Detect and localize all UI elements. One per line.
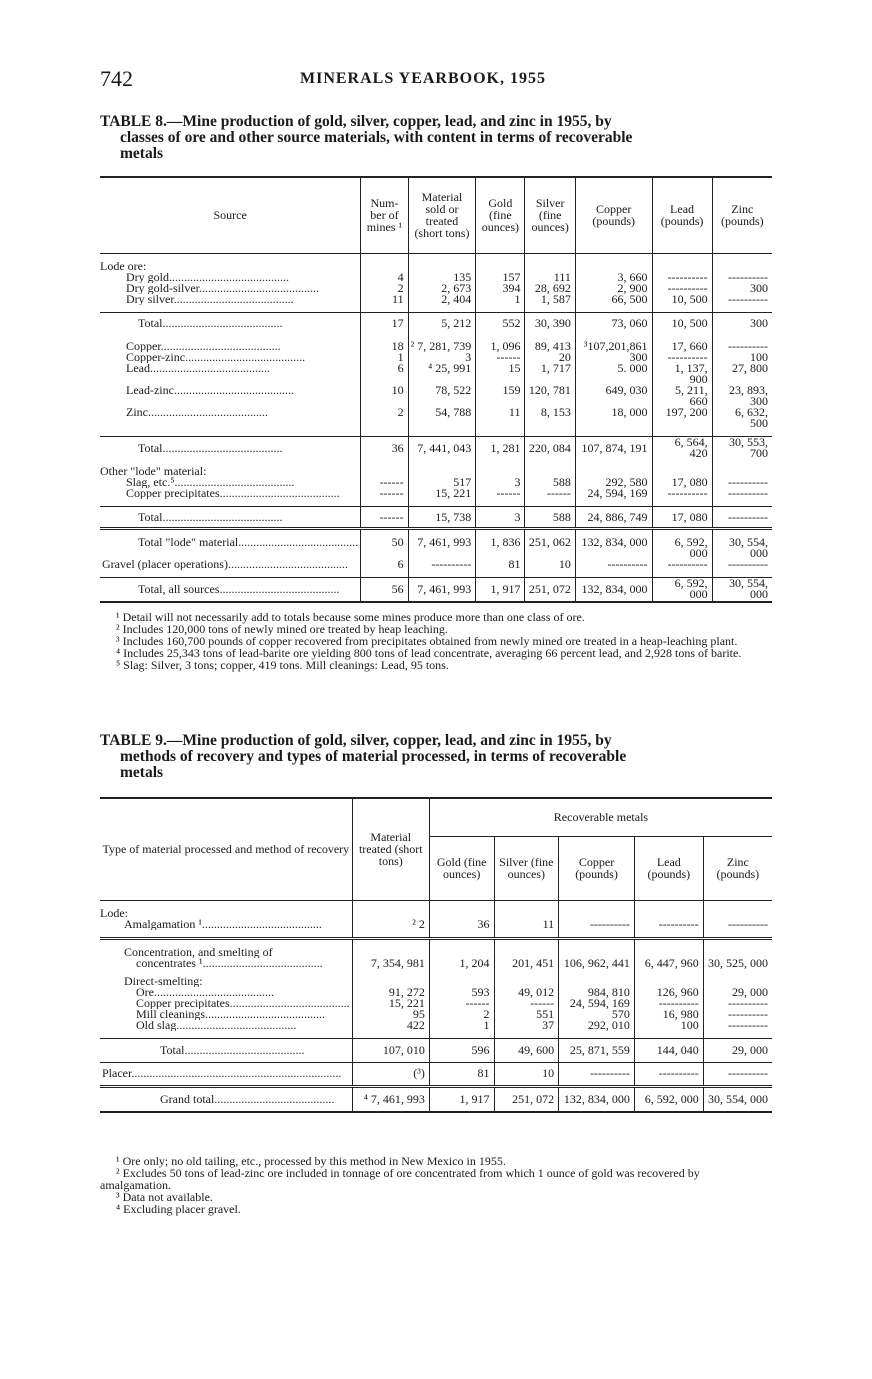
row-label: Lead-zinc........................................ bbox=[126, 385, 294, 397]
table-cell: 36 bbox=[429, 919, 494, 930]
table-row bbox=[100, 363, 772, 385]
leader-dots: ........................................ bbox=[202, 957, 323, 969]
table-cell: 24, 594, 169 bbox=[575, 488, 652, 499]
row-label: Dry gold-silver........................................ bbox=[126, 282, 319, 294]
table-cell: ---------- bbox=[634, 998, 703, 1009]
leader-dots: ........................................ bbox=[174, 477, 295, 488]
table-row bbox=[100, 958, 772, 969]
table-cell: ------ bbox=[429, 998, 494, 1009]
leader-dots: ........................................ bbox=[199, 282, 319, 294]
table-cell: ---------- bbox=[559, 919, 635, 930]
table-cell: ---------- bbox=[712, 559, 772, 570]
leader-dots: ........................................ bbox=[227, 559, 348, 570]
table-cell: 1, 917 bbox=[476, 578, 525, 602]
t9-col-copper: Copper (pounds) bbox=[559, 836, 635, 900]
row-label: Mill cleanings........................................ bbox=[136, 1008, 325, 1020]
table-cell: 251, 072 bbox=[525, 578, 575, 602]
table-cell: 15 bbox=[476, 363, 525, 385]
table-cell: 1 bbox=[476, 294, 525, 305]
table-cell: 49, 600 bbox=[494, 1038, 559, 1062]
table-cell: 28, 692 bbox=[525, 283, 575, 294]
table-cell: 91, 272 bbox=[352, 987, 429, 998]
table-cell: 135 bbox=[408, 272, 476, 283]
table-cell: ------ bbox=[476, 488, 525, 499]
table-cell: 159 bbox=[476, 385, 525, 407]
t8-col-source: Source bbox=[100, 177, 361, 253]
table-cell: 6, 564, 420 bbox=[652, 437, 712, 460]
table-cell: 7, 461, 993 bbox=[408, 537, 476, 559]
table-cell: ---------- bbox=[652, 488, 712, 499]
table-cell: 422 bbox=[352, 1020, 429, 1031]
table-cell: ---------- bbox=[652, 283, 712, 294]
table8 bbox=[100, 176, 772, 603]
row-label: Grand total........................................ bbox=[100, 1086, 352, 1112]
leader-dots: ........................................ bbox=[201, 918, 322, 930]
table-cell: 5, 212 bbox=[408, 312, 476, 334]
leader-dots: ........................................ bbox=[154, 986, 274, 998]
footnote: ² Excludes 50 tons of lead-zinc ore included in tonnage of ore concentrated from which 1 ounce of gold was recovered by amalgamation. bbox=[100, 1166, 700, 1192]
footnote: ³ Data not available. bbox=[116, 1190, 213, 1204]
table-row bbox=[100, 1086, 772, 1112]
table-cell: 10, 500 bbox=[652, 312, 712, 334]
table-cell: 649, 030 bbox=[575, 385, 652, 407]
table-cell: 126, 960 bbox=[634, 987, 703, 998]
table-cell: 2 bbox=[361, 283, 408, 294]
leader-dots: ........................................ bbox=[214, 1091, 335, 1106]
table-cell: 29, 000 bbox=[703, 987, 772, 998]
table-cell: 7, 354, 981 bbox=[352, 958, 429, 969]
t9-col-recoverable-metals: Recoverable metals bbox=[429, 798, 772, 836]
table-cell: ³107,201,861 bbox=[575, 341, 652, 352]
table-cell: 593 bbox=[429, 987, 494, 998]
table8-caption: TABLE 8.—Mine production of gold, silver, copper, lead, and zinc in 1955, by classes of ore and other source materials, with content in terms of recoverable metals bbox=[100, 113, 633, 162]
table-cell: 10, 500 bbox=[652, 294, 712, 305]
table-cell: 588 bbox=[525, 477, 575, 488]
table-cell: 552 bbox=[476, 312, 525, 334]
table-cell: ---------- bbox=[559, 1062, 635, 1086]
row-label: Other "lode" material: bbox=[100, 466, 207, 477]
table-cell: 17, 660 bbox=[652, 341, 712, 352]
table-row bbox=[100, 437, 772, 460]
row-label: Gravel (placer operations)........................................ bbox=[102, 559, 348, 570]
footnote: ⁴ Excluding placer gravel. bbox=[116, 1202, 241, 1216]
table-cell: 197, 200 bbox=[652, 407, 712, 429]
row-label: Copper precipitates........................................ bbox=[136, 997, 350, 1009]
table-cell: ---------- bbox=[408, 559, 476, 570]
leader-dots: ........................................ bbox=[162, 315, 283, 330]
table-cell: 292, 010 bbox=[559, 1020, 635, 1031]
footnote: ¹ Ore only; no old tailing, etc., processed by this method in New Mexico in 1955. bbox=[116, 1154, 506, 1168]
table-cell: ---------- bbox=[703, 998, 772, 1009]
table-cell: 73, 060 bbox=[575, 312, 652, 334]
table-cell: 2 bbox=[429, 1009, 494, 1020]
leader-dots: ........................................ bbox=[148, 407, 268, 419]
table-cell: 7, 441, 043 bbox=[408, 437, 476, 460]
table-cell: 2, 673 bbox=[408, 283, 476, 294]
table-cell: ------ bbox=[361, 488, 408, 499]
table-cell: 300 bbox=[575, 352, 652, 363]
table-cell: 50 bbox=[361, 537, 408, 559]
table-cell: 3 bbox=[408, 352, 476, 363]
table-cell: 81 bbox=[429, 1062, 494, 1086]
table-cell: 300 bbox=[712, 312, 772, 334]
row-label: Total, all sources........................................ bbox=[100, 578, 361, 602]
table-cell: ---------- bbox=[703, 1020, 772, 1031]
table-cell: 24, 594, 169 bbox=[559, 998, 635, 1009]
footnote: ³ Includes 160,700 pounds of copper recovered from precipitates obtained from newly mined ore treated in a heap-leaching plant. bbox=[116, 634, 738, 648]
table9-caption: TABLE 9.—Mine production of gold, silver, copper, lead, and zinc in 1955, by methods of recovery and types of material processed, in terms of recoverable metals bbox=[100, 732, 627, 781]
table-row bbox=[100, 559, 772, 570]
table-cell: 394 bbox=[476, 283, 525, 294]
leader-dots: ...................................................................... bbox=[131, 1066, 342, 1080]
table-cell: 54, 788 bbox=[408, 407, 476, 429]
footnote: ¹ Detail will not necessarily add to totals because some mines produce more than one class of ore. bbox=[116, 610, 585, 624]
table-cell: ---------- bbox=[712, 294, 772, 305]
row-label: concentrates ¹........................................ bbox=[136, 957, 323, 969]
table-cell: 596 bbox=[429, 1038, 494, 1062]
table-cell: ---------- bbox=[712, 488, 772, 499]
table-cell: 23, 893, 300 bbox=[712, 385, 772, 407]
table-cell: 6, 592, 000 bbox=[634, 1086, 703, 1112]
table-cell: 1, 917 bbox=[429, 1086, 494, 1112]
row-label: Amalgamation ¹........................................ bbox=[124, 918, 322, 930]
table-cell: 30, 554, 000 bbox=[703, 1086, 772, 1112]
table-cell: 6 bbox=[361, 363, 408, 385]
table-cell: 132, 834, 000 bbox=[559, 1086, 635, 1112]
table-cell: 292, 580 bbox=[575, 477, 652, 488]
table8-footnotes bbox=[100, 611, 772, 671]
table-cell: 3 bbox=[476, 477, 525, 488]
table-cell: 1 bbox=[429, 1020, 494, 1031]
leader-dots: ........................................ bbox=[205, 1008, 325, 1020]
t8-col-silver: Silver (fine ounces) bbox=[525, 177, 575, 253]
table-cell: 1, 204 bbox=[429, 958, 494, 969]
leader-dots: ........................................ bbox=[173, 385, 294, 397]
table-cell: 551 bbox=[494, 1009, 559, 1020]
table-cell: 30, 554, 000 bbox=[712, 578, 772, 602]
table-cell: 66, 500 bbox=[575, 294, 652, 305]
leader-dots: ........................................ bbox=[219, 488, 340, 499]
table-cell: 18 bbox=[361, 341, 408, 352]
table-cell: 1, 096 bbox=[476, 341, 525, 352]
table-cell: 27, 800 bbox=[712, 363, 772, 385]
leader-dots: ........................................ bbox=[162, 509, 283, 524]
row-label: Total "lode" material........................................ bbox=[138, 537, 359, 549]
table-cell: 106, 962, 441 bbox=[559, 958, 635, 969]
table-cell: 7, 461, 993 bbox=[408, 578, 476, 602]
table-cell: 10 bbox=[525, 559, 575, 570]
table-cell: 15, 221 bbox=[408, 488, 476, 499]
table-cell: 17, 080 bbox=[652, 477, 712, 488]
table-cell: 2, 900 bbox=[575, 283, 652, 294]
row-label: Zinc........................................ bbox=[126, 407, 268, 419]
table-cell: 984, 810 bbox=[559, 987, 635, 998]
table-row bbox=[100, 1020, 772, 1031]
table-row bbox=[100, 919, 772, 930]
page-number: 742 bbox=[100, 66, 133, 91]
table-cell: ---------- bbox=[652, 559, 712, 570]
table-cell: 157 bbox=[476, 272, 525, 283]
table-cell: ---------- bbox=[652, 272, 712, 283]
table-cell: 132, 834, 000 bbox=[575, 537, 652, 559]
table-cell: 10 bbox=[361, 385, 408, 407]
table-cell: 37 bbox=[494, 1020, 559, 1031]
table-cell: 107, 874, 191 bbox=[575, 437, 652, 460]
table-cell: 11 bbox=[494, 919, 559, 930]
table-cell: 251, 062 bbox=[525, 537, 575, 559]
table-cell: 56 bbox=[361, 578, 408, 602]
leader-dots: ........................................ bbox=[185, 352, 306, 363]
table-cell: 5. 000 bbox=[575, 363, 652, 385]
table-cell: 2, 404 bbox=[408, 294, 476, 305]
table-cell: 2 bbox=[361, 407, 408, 429]
table-cell: ---------- bbox=[712, 272, 772, 283]
table-cell: 17 bbox=[361, 312, 408, 334]
table-cell: 8, 153 bbox=[525, 407, 575, 429]
row-label: Concentration, and smelting of bbox=[124, 946, 273, 958]
table-cell: 30, 553, 700 bbox=[712, 437, 772, 460]
table9-footnotes bbox=[100, 1155, 772, 1215]
leader-dots: ........................................ bbox=[173, 293, 294, 305]
table-row bbox=[100, 578, 772, 602]
footnote: ² Includes 120,000 tons of newly mined ore treated by heap leaching. bbox=[116, 622, 448, 636]
table-cell: 30, 554, 000 bbox=[712, 537, 772, 559]
table-cell: 6, 447, 960 bbox=[634, 958, 703, 969]
table-cell: 1, 137, 900 bbox=[652, 363, 712, 385]
row-label: Copper precipitates........................................ bbox=[126, 488, 340, 499]
table-cell: 15, 738 bbox=[408, 507, 476, 529]
row-label: Lode: bbox=[100, 907, 128, 919]
table-row bbox=[100, 537, 772, 559]
table-cell: 100 bbox=[712, 352, 772, 363]
table-cell: ------ bbox=[525, 488, 575, 499]
leader-dots: ........................................ bbox=[229, 997, 350, 1009]
table-cell: 36 bbox=[361, 437, 408, 460]
table-cell: 100 bbox=[634, 1020, 703, 1031]
table-cell: ⁴ 25, 991 bbox=[408, 363, 476, 385]
table-cell: ---------- bbox=[703, 1062, 772, 1086]
table-cell: (³) bbox=[352, 1062, 429, 1086]
leader-dots: ........................................ bbox=[238, 537, 359, 549]
table-cell: 11 bbox=[476, 407, 525, 429]
table-cell: 570 bbox=[559, 1009, 635, 1020]
t8-col-material: Material sold or treated (short tons) bbox=[408, 177, 476, 253]
t9-col-gold: Gold (fine ounces) bbox=[429, 836, 494, 900]
t9-col-type: Type of material processed and method of recovery bbox=[100, 798, 352, 900]
table-cell: 17, 080 bbox=[652, 507, 712, 529]
t8-col-copper: Copper (pounds) bbox=[575, 177, 652, 253]
table-row bbox=[100, 385, 772, 407]
table-cell: 4 bbox=[361, 272, 408, 283]
row-label: Old slag........................................ bbox=[136, 1019, 297, 1031]
table-cell: 1, 836 bbox=[476, 537, 525, 559]
leader-dots: ........................................ bbox=[149, 363, 270, 375]
row-label: Copper-zinc........................................ bbox=[126, 352, 306, 363]
table-cell: 201, 451 bbox=[494, 958, 559, 969]
row-label: Slag, etc.⁵........................................ bbox=[126, 477, 295, 488]
t8-col-gold: Gold (fine ounces) bbox=[476, 177, 525, 253]
row-label: Total........................................ bbox=[100, 312, 361, 334]
table-cell: 588 bbox=[525, 507, 575, 529]
table-cell: 18, 000 bbox=[575, 407, 652, 429]
table-cell: 10 bbox=[494, 1062, 559, 1086]
table-cell: 1, 281 bbox=[476, 437, 525, 460]
row-label: Ore........................................ bbox=[136, 986, 274, 998]
footnote: ⁵ Slag: Silver, 3 tons; copper, 419 tons. Mill cleanings: Lead, 95 tons. bbox=[116, 658, 449, 672]
leader-dots: ........................................ bbox=[160, 341, 281, 352]
row-label: Lode ore: bbox=[100, 260, 147, 272]
table-cell: ---------- bbox=[712, 507, 772, 529]
table-cell: ------ bbox=[361, 477, 408, 488]
table-row bbox=[100, 407, 772, 429]
t8-col-mines: Num-ber of mines ¹ bbox=[361, 177, 408, 253]
leader-dots: ........................................ bbox=[184, 1042, 305, 1057]
table-cell: 6, 592, 000 bbox=[652, 537, 712, 559]
t9-col-material: Material treated (short tons) bbox=[352, 798, 429, 900]
row-label: Dry gold........................................ bbox=[126, 271, 289, 283]
leader-dots: ........................................ bbox=[219, 581, 340, 596]
leader-dots: ........................................ bbox=[169, 271, 289, 283]
table-cell: ² 2 bbox=[352, 919, 429, 930]
table-cell: ------ bbox=[476, 352, 525, 363]
running-title: MINERALS YEARBOOK, 1955 bbox=[300, 70, 546, 87]
row-label: Total........................................ bbox=[100, 1038, 352, 1062]
row-label: Placer...................................................................... bbox=[100, 1062, 352, 1086]
t8-col-zinc: Zinc (pounds) bbox=[712, 177, 772, 253]
table-cell: 29, 000 bbox=[703, 1038, 772, 1062]
footnote: ⁴ Includes 25,343 tons of lead-barite ore yielding 800 tons of lead concentrate, averaging 66 percent lead, and 2,928 tons of barite. bbox=[116, 646, 742, 660]
table-cell: ---------- bbox=[652, 352, 712, 363]
table-cell: 300 bbox=[712, 283, 772, 294]
table-cell: 78, 522 bbox=[408, 385, 476, 407]
table-cell: 24, 886, 749 bbox=[575, 507, 652, 529]
table-cell: 120, 781 bbox=[525, 385, 575, 407]
table-cell: 251, 072 bbox=[494, 1086, 559, 1112]
t8-col-lead: Lead (pounds) bbox=[652, 177, 712, 253]
table-cell: ---------- bbox=[712, 341, 772, 352]
table9 bbox=[100, 797, 772, 1113]
row-label: Total........................................ bbox=[100, 437, 361, 460]
table-cell: 30, 525, 000 bbox=[703, 958, 772, 969]
leader-dots: ........................................ bbox=[176, 1019, 297, 1031]
table-cell: 1, 717 bbox=[525, 363, 575, 385]
table-cell: 107, 010 bbox=[352, 1038, 429, 1062]
table-cell: 3 bbox=[476, 507, 525, 529]
table-cell: 89, 413 bbox=[525, 341, 575, 352]
table-row bbox=[100, 1038, 772, 1062]
table-cell: 16, 980 bbox=[634, 1009, 703, 1020]
t9-col-silver: Silver (fine ounces) bbox=[494, 836, 559, 900]
table-cell: 517 bbox=[408, 477, 476, 488]
table-cell: 6, 592, 000 bbox=[652, 578, 712, 602]
table-cell: 1 bbox=[361, 352, 408, 363]
t9-col-zinc: Zinc (pounds) bbox=[703, 836, 772, 900]
table-row bbox=[100, 312, 772, 334]
table-cell: 5, 211, 660 bbox=[652, 385, 712, 407]
table-cell: ------ bbox=[361, 507, 408, 529]
table-cell: 20 bbox=[525, 352, 575, 363]
table-cell: 132, 834, 000 bbox=[575, 578, 652, 602]
table-cell: ⁴ 7, 461, 993 bbox=[352, 1086, 429, 1112]
table-cell: 11 bbox=[361, 294, 408, 305]
table-row bbox=[100, 507, 772, 529]
table-cell: 220, 084 bbox=[525, 437, 575, 460]
row-label: Total........................................ bbox=[100, 507, 361, 529]
table-row bbox=[100, 294, 772, 305]
table-cell: 25, 871, 559 bbox=[559, 1038, 635, 1062]
table-cell: 1, 587 bbox=[525, 294, 575, 305]
table-cell: 144, 040 bbox=[634, 1038, 703, 1062]
table-cell: ---------- bbox=[712, 477, 772, 488]
page-header bbox=[100, 66, 772, 96]
table-cell: ---------- bbox=[703, 1009, 772, 1020]
row-label: Copper........................................ bbox=[126, 341, 281, 352]
table-cell: 15, 221 bbox=[352, 998, 429, 1009]
table-cell: 81 bbox=[476, 559, 525, 570]
leader-dots: ........................................ bbox=[162, 440, 283, 455]
table-cell: 6, 632, 500 bbox=[712, 407, 772, 429]
table-cell: 49, 012 bbox=[494, 987, 559, 998]
table-row bbox=[100, 1009, 772, 1020]
row-label: Direct-smelting: bbox=[124, 975, 203, 987]
table-cell: 3, 660 bbox=[575, 272, 652, 283]
table-cell: ---------- bbox=[634, 1062, 703, 1086]
table-cell: ---------- bbox=[575, 559, 652, 570]
table-cell: 95 bbox=[352, 1009, 429, 1020]
table-cell: ---------- bbox=[634, 919, 703, 930]
table-cell: 30, 390 bbox=[525, 312, 575, 334]
table-cell: 111 bbox=[525, 272, 575, 283]
table-row bbox=[100, 488, 772, 499]
row-label: Lead........................................ bbox=[126, 363, 270, 375]
table-cell: ---------- bbox=[703, 919, 772, 930]
t9-col-lead: Lead (pounds) bbox=[634, 836, 703, 900]
table-cell: ------ bbox=[494, 998, 559, 1009]
table-cell: 6 bbox=[361, 559, 408, 570]
row-label: Dry silver........................................ bbox=[126, 293, 294, 305]
table-cell: ² 7, 281, 739 bbox=[408, 341, 476, 352]
table-row bbox=[100, 1062, 772, 1086]
